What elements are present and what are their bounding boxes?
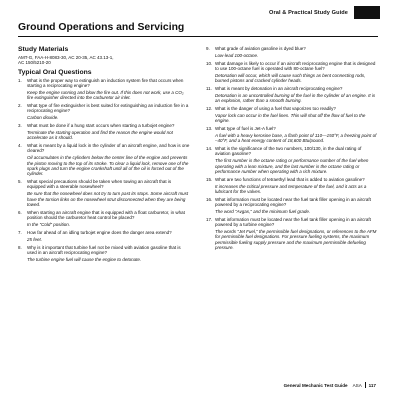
question-number: 4. — [18, 143, 22, 149]
answer-text: Carbon dioxide. — [27, 115, 59, 121]
question-item — [206, 86, 378, 104]
question-body — [27, 123, 190, 141]
question-body — [215, 197, 378, 215]
question-body — [27, 78, 190, 101]
question-number: 13. — [206, 126, 213, 132]
answer-text: It increases the critical pressure and temperature of the fuel, and it acts as a lubricant for the valves. — [215, 183, 367, 195]
right-column — [206, 46, 378, 253]
question-body — [215, 126, 378, 144]
question-item — [18, 143, 190, 177]
question-number: 11. — [206, 86, 212, 92]
question-item — [18, 123, 190, 141]
question-body — [215, 217, 378, 251]
question-item — [206, 146, 378, 174]
question-item — [18, 210, 190, 228]
reference-line: AMT-G, FAA-H-8083-30, AC 20-35, AC 43.13-1, — [18, 55, 114, 60]
question-number: 5. — [18, 179, 22, 185]
question-number: 1. — [18, 77, 22, 83]
running-header — [14, 6, 380, 19]
left-column — [18, 46, 190, 265]
question-item — [18, 179, 190, 207]
page-number: 117 — [368, 382, 376, 388]
answer-text: The words "Jet Fuel," the permissible fuel designations, or references to the AFM for permissible fuel designations. For pressure fueling systems, the maximum permissible fueling supply pressure and the maximum permissible defueling pressure. — [215, 229, 377, 251]
question-number: 6. — [18, 209, 22, 215]
question-body — [215, 86, 378, 104]
question-item — [206, 126, 378, 144]
question-item — [206, 46, 378, 58]
question-item — [206, 106, 378, 124]
question-text: What type of fire extinguisher is best suited for extinguishing an induction fire in a reciprocating engine? — [27, 103, 189, 114]
header-tab-bar — [354, 6, 380, 19]
answer-text: Oil accumulates in the cylinders below the center line of the engine and prevents the piston moving to the top of its stroke. To clear a liquid lock, remove one of the spark plugs and turn the engine crankshaft until all of the oil is forced out of the cylinder. — [27, 155, 189, 177]
oral-questions-heading: Typical Oral Questions — [18, 68, 92, 76]
question-number: 14. — [206, 146, 213, 152]
answer-text: Detonation will occur, which will cause such things as bent connecting rods, burned pistons and cracked cylinder heads. — [215, 72, 366, 84]
question-text: What type of fuel is Jet-A fuel? — [215, 126, 276, 132]
question-body — [27, 230, 190, 242]
answer-text: A fuel with a heavy kerosine base, a flash point of 110—150°F, a freezing point of –40°F, and a heat energy content of 18,600 Btu/pound. — [215, 133, 377, 144]
study-materials-heading: Study Materials — [18, 46, 69, 53]
footer-guide-title: General Mechanic Test Guide — [283, 382, 348, 388]
question-body — [215, 61, 378, 84]
question-text: What grade of aviation gasoline is dyed blue? — [215, 46, 306, 51]
question-item — [18, 245, 190, 263]
question-number: 12. — [206, 106, 213, 112]
answer-text: Terminate the starting operation and find the reason the engine would not accelerate as it should. — [27, 130, 173, 141]
answer-text: Detonation is an uncontrolled burning of the fuel in the cylinder of an engine. It is an explosion, rather than a smooth burning. — [215, 92, 376, 104]
study-materials-references — [18, 55, 190, 66]
question-body — [215, 146, 378, 174]
question-body — [215, 177, 378, 195]
question-body — [215, 106, 378, 124]
question-body — [215, 46, 378, 58]
question-item — [18, 103, 190, 121]
question-number: 2. — [18, 103, 22, 109]
question-item — [18, 78, 190, 101]
document-page — [14, 6, 380, 390]
answer-text: Keep the engine running and blow the fire out. If this does not work, use a CO₂ fire extinguisher directed into the carburetor air inlet. — [27, 89, 184, 101]
question-item — [18, 230, 190, 242]
question-number: 9. — [206, 46, 210, 51]
question-text: What information must be located near the fuel tank filler opening in an aircraft powered by a reciprocating engine? — [215, 196, 371, 208]
question-body — [27, 179, 190, 207]
question-number: 15. — [206, 176, 213, 182]
question-item — [206, 217, 378, 251]
question-text: What is the significance of the two numbers, 100/130, in the dual rating of aviation gasoline? — [215, 146, 362, 157]
question-number: 8. — [18, 244, 22, 250]
question-text: What damage is likely to occur if an aircraft reciprocating engine that is designed to use 100-octane fuel is operated with 80-octane fuel? — [215, 60, 376, 72]
answer-text: 25 feet. — [27, 236, 43, 242]
question-body — [27, 210, 190, 228]
section-title: Ground Operations and Servicing — [18, 22, 378, 37]
answer-text: The first number is the octane rating or performance number of the fuel when operating with a lean mixture, and the last number is the octane rating or performance number when operating with a rich mixture. — [215, 158, 369, 175]
question-text: When starting an aircraft engine that is equipped with a float carburetor, in what position should the carburetor heat control be placed? — [27, 209, 185, 221]
question-text: What is meant by a liquid lock in the cylinder of an aircraft engine, and how is one cleared? — [27, 143, 190, 154]
question-number: 7. — [18, 229, 22, 235]
question-body — [27, 143, 190, 177]
reference-line: AC 150/5210-20 — [18, 60, 51, 66]
answer-text: Low-lead 100-octane. — [215, 52, 259, 58]
question-list-right — [206, 46, 378, 250]
question-text: What special precautions should be taken when towing an aircraft that is equipped with a steerable nosewheel? — [27, 179, 172, 190]
footer-divider — [365, 382, 366, 388]
question-text: What is meant by detonation in an aircraft reciprocating engine? — [215, 86, 343, 92]
answer-text: The turbine engine fuel will cause the engine to detonate. — [27, 256, 142, 262]
answer-text: Vapor lock can occur in the fuel lines. This will shut off the flow of fuel to the engine. — [215, 112, 366, 124]
question-number: 3. — [18, 123, 22, 129]
question-list-left — [18, 78, 190, 262]
running-header-title: Oral & Practical Study Guide — [269, 9, 348, 16]
question-text: What must be done if a hung start occurs when starting a turbojet engine? — [27, 123, 175, 129]
answer-text: Be sure that the nosewheel does not try to turn past its stops. Some aircraft must have the torsion links on the nosewheel strut disconnected when they are being towed. — [27, 191, 189, 208]
question-number: 16. — [206, 196, 213, 202]
question-text: What are two functions of tetraethyl lead that is added to aviation gasoline? — [215, 176, 365, 182]
question-number: 17. — [206, 216, 213, 222]
question-text: How far ahead of an idling turbojet engine does the danger area extend? — [27, 229, 172, 235]
question-text: What is the proper way to extinguish an induction system fire that occurs when starting a reciprocating engine? — [27, 77, 184, 89]
question-body — [27, 245, 190, 263]
answer-text: The word "Avgas," and the minimum fuel grade. — [215, 209, 311, 215]
question-item — [206, 61, 378, 84]
footer-series: ASA — [352, 382, 362, 388]
question-item — [206, 197, 378, 215]
question-text: What is the danger of using a fuel that vaporizes too readily? — [215, 106, 336, 112]
question-text: Why is it important that turbine fuel not be mixed with aviation gasoline that is used in an aircraft reciprocating engine? — [27, 244, 181, 255]
question-body — [27, 103, 190, 121]
page-footer — [284, 382, 376, 388]
question-text: What information must be located near the fuel tank filler opening in an aircraft powered by a turbine engine? — [215, 216, 371, 228]
question-item — [206, 177, 378, 195]
answer-text: In the "Cold" position. — [27, 222, 70, 228]
question-number: 10. — [206, 60, 213, 66]
